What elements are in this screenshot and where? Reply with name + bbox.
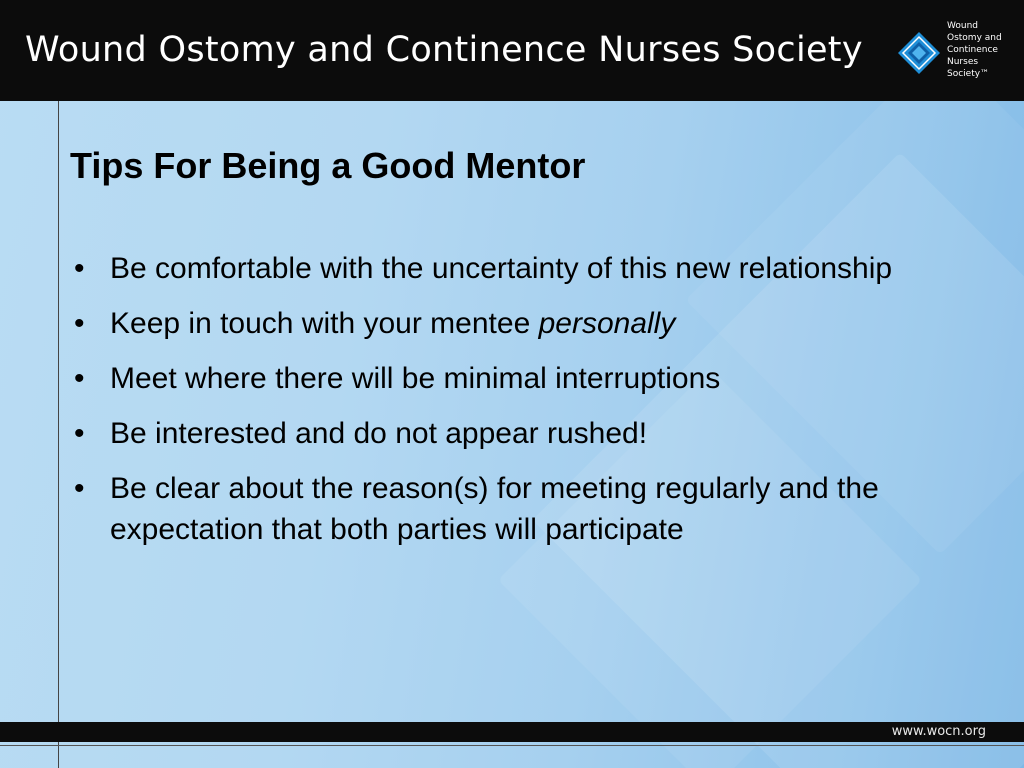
logo-line: Wound [947, 21, 978, 31]
bullet-item [70, 468, 950, 550]
header-bar [0, 0, 1024, 101]
logo-line: Continence [947, 45, 998, 55]
vertical-divider [58, 101, 59, 768]
footer-bar [0, 722, 1024, 742]
bullet-text: Be interested and do not appear rushed! [110, 417, 648, 450]
bullet-icon: • [74, 307, 85, 340]
bullet-item [70, 248, 950, 289]
logo-wordmark [947, 20, 1002, 80]
bullet-item [70, 303, 950, 344]
diamond-logo-icon [897, 31, 941, 75]
bullet-icon: • [74, 472, 85, 505]
bullet-text: Be clear about the reason(s) for meeting regularly and the expectation that both parties will participate [110, 472, 879, 546]
bullet-list [70, 248, 950, 564]
logo-line: Nurses [947, 57, 979, 67]
footer-divider [0, 745, 1024, 746]
bullet-item [70, 413, 950, 454]
bullet-text: Be comfortable with the uncertainty of this new relationship [110, 252, 893, 285]
bullet-emphasis: personally [538, 307, 676, 340]
bullet-icon: • [74, 417, 85, 450]
website-url: www.wocn.org [891, 724, 986, 739]
organization-name: Wound Ostomy and Continence Nurses Society [25, 30, 863, 70]
slide-title: Tips For Being a Good Mentor [70, 145, 586, 186]
bullet-icon: • [74, 252, 85, 285]
bullet-icon: • [74, 362, 85, 395]
bullet-text: Meet where there will be minimal interruptions [110, 362, 721, 395]
bullet-text: Keep in touch with your mentee [110, 307, 539, 340]
logo-line: Ostomy and [947, 33, 1002, 43]
bullet-item [70, 358, 950, 399]
logo-line: Society™ [947, 69, 990, 79]
